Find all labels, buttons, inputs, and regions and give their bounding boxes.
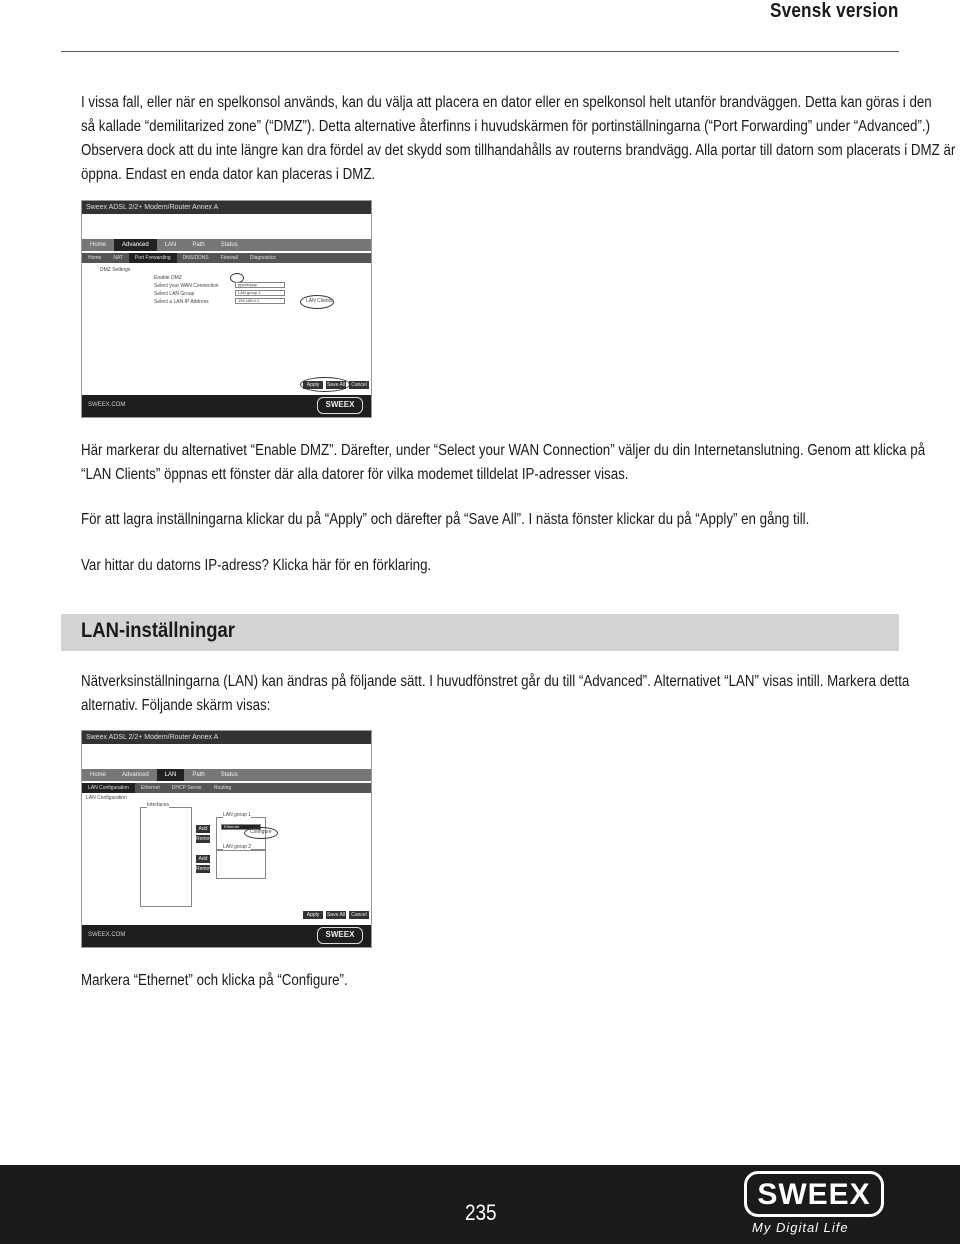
page-number: 235 [465,1200,497,1225]
paragraph-ip-address [81,554,921,578]
paragraph-enable-dmz [81,439,926,487]
footer-url: SWEEX.COM [88,932,126,938]
enable-dmz-label: Enable DMZ [154,275,182,281]
subtab-firewall: Firewall [220,255,238,261]
sweex-logo-small: SWEEX [317,927,363,944]
buttons-highlight-circle [300,377,350,392]
tab-status: Status [220,772,238,778]
lan-ip-select: 192.168.0.1 [235,298,285,304]
add-button: Add [196,825,210,833]
text-line: I vissa fall, eller när en spelkonsol används, kan du välja att placera en dator eller en spelkonsol helt utanför brandväggen. Detta kan göras i den [81,94,932,111]
page-header-title: Svensk version [770,0,899,22]
screenshot-titlebar: Sweex ADSL 2/2+ Modem/Router Annex A [82,201,371,214]
text-line: så kallade “demilitarized zone” (“DMZ”). Detta alternative återfinns i huvudskärmen för portinställningarna (“Port Forwarding” under “Advanced”.) [81,118,931,135]
interfaces-label: Interfaces [147,802,169,808]
paragraph-apply-save [81,508,921,532]
tab-lan: LAN [157,769,185,781]
paragraph-ethernet-configure [81,969,921,993]
section-title: LAN-inställningar [81,619,236,642]
ethernet-item: Ethernet [221,824,261,830]
text-line: Markera “Ethernet” och klicka på “Configure”. [81,972,348,989]
apply-button: Apply [303,381,323,389]
subtab-routing: Routing [213,785,232,791]
tab-home: Home [90,242,107,248]
configure-button: Configure [250,829,272,835]
save-all-button: Save All [326,912,346,918]
subtab-dhcp: DHCP Server [171,785,202,791]
sweex-logo-small: SWEEX [317,397,363,414]
lan-group-2-label: LAN group 2 [223,844,252,850]
text-line: Nätverksinställningarna (LAN) kan ändras på följande sätt. I huvudfönstret går du till “Advanced”. Alternativet “LAN” visas intill. Markera detta [81,673,910,690]
subtab-dns: DNS/DDNS [182,255,209,261]
header-divider [61,51,899,52]
screenshot-sub-tabs [82,783,371,793]
cancel-button: Cancel [349,381,369,389]
lan-group-label: Select LAN Group [154,291,195,297]
dmz-section-label: DMZ Settings [100,267,131,273]
tab-home: Home [90,772,107,778]
interfaces-box [140,802,192,907]
screenshot-titlebar: Sweex ADSL 2/2+ Modem/Router Annex A [82,731,371,744]
save-all-button: Save All [326,382,346,388]
brand-badge [744,1171,884,1217]
screenshot-footer [82,925,371,947]
page-footer [0,1165,960,1244]
text-line: “LAN Clients” öppnas ett fönster där alla datorer för vilka modemet tilldelat IP-adresser visas. [81,466,629,483]
lan-configuration-screenshot [81,730,372,948]
subtab-home: Home [88,255,102,261]
text-line: Observera dock att du inte längre kan dra fördel av det skydd som tillhandahålls av routerns brandvägg. Alla portar till datorn som placerats i DMZ är [81,142,956,159]
subtab-diagnostics: Diagnostics [249,255,276,261]
text-line: För att lagra inställningarna klickar du på “Apply” och därefter på “Save All”. I nästa fönster klickar du på “Apply” en gång till. [81,511,810,528]
tab-advanced: Advanced [114,239,157,251]
wan-connection-select: pppoe/ppp [235,282,285,288]
tab-path: Path [192,242,205,248]
text-line: Var hittar du datorns IP-adress? Klicka här för en förklaring. [81,557,432,574]
wan-connection-label: Select your WAN Connection [154,283,219,289]
add-button: Add [196,855,210,863]
subtab-lan-configuration: LAN Configuration [82,783,135,793]
subtab-ethernet: Ethernet [140,785,160,791]
brand-tagline: My Digital Life [752,1220,849,1235]
subtab-port-forwarding: Port Forwarding [129,253,177,263]
paragraph-lan-settings [81,670,921,718]
tab-status: Status [220,242,238,248]
sweex-brand-logo [740,1165,888,1237]
screenshot-sub-tabs [82,253,371,263]
lan-config-section-label: LAN Configuration [86,795,127,801]
remove-button: Remove [196,866,215,872]
subtab-nat: NAT [113,255,123,261]
apply-button: Apply [303,911,323,919]
tab-advanced: Advanced [122,772,149,778]
footer-url: SWEEX.COM [88,402,126,408]
text-line: öppna. Endast en enda dator kan placeras i DMZ. [81,166,376,183]
lan-group-2-box [216,844,266,879]
cancel-button: Cancel [349,911,369,919]
screenshot-main-tabs [82,239,371,251]
text-line: Här markerar du alternativet “Enable DMZ”. Därefter, under “Select your WAN Connection” väljer du din Internetanslutning. Genom att klicka på [81,442,926,459]
tab-lan: LAN [164,242,177,248]
lan-clients-button: LAN Clients [306,298,333,304]
section-header-bar [61,614,899,651]
lan-group-select: LAN group 1 [235,290,285,296]
text-line: alternativ. Följande skärm visas: [81,697,271,714]
lan-ip-label: Select a LAN IP Address [154,299,209,305]
remove-button: Remove [196,836,215,842]
screenshot-main-tabs [82,769,371,781]
screenshot-footer [82,395,371,417]
dmz-settings-screenshot [81,200,372,418]
brand-name: SWEEX [757,1178,871,1211]
tab-path: Path [192,772,205,778]
lan-group-1-label: LAN group 1 [223,812,252,818]
paragraph-dmz-intro [81,91,956,187]
